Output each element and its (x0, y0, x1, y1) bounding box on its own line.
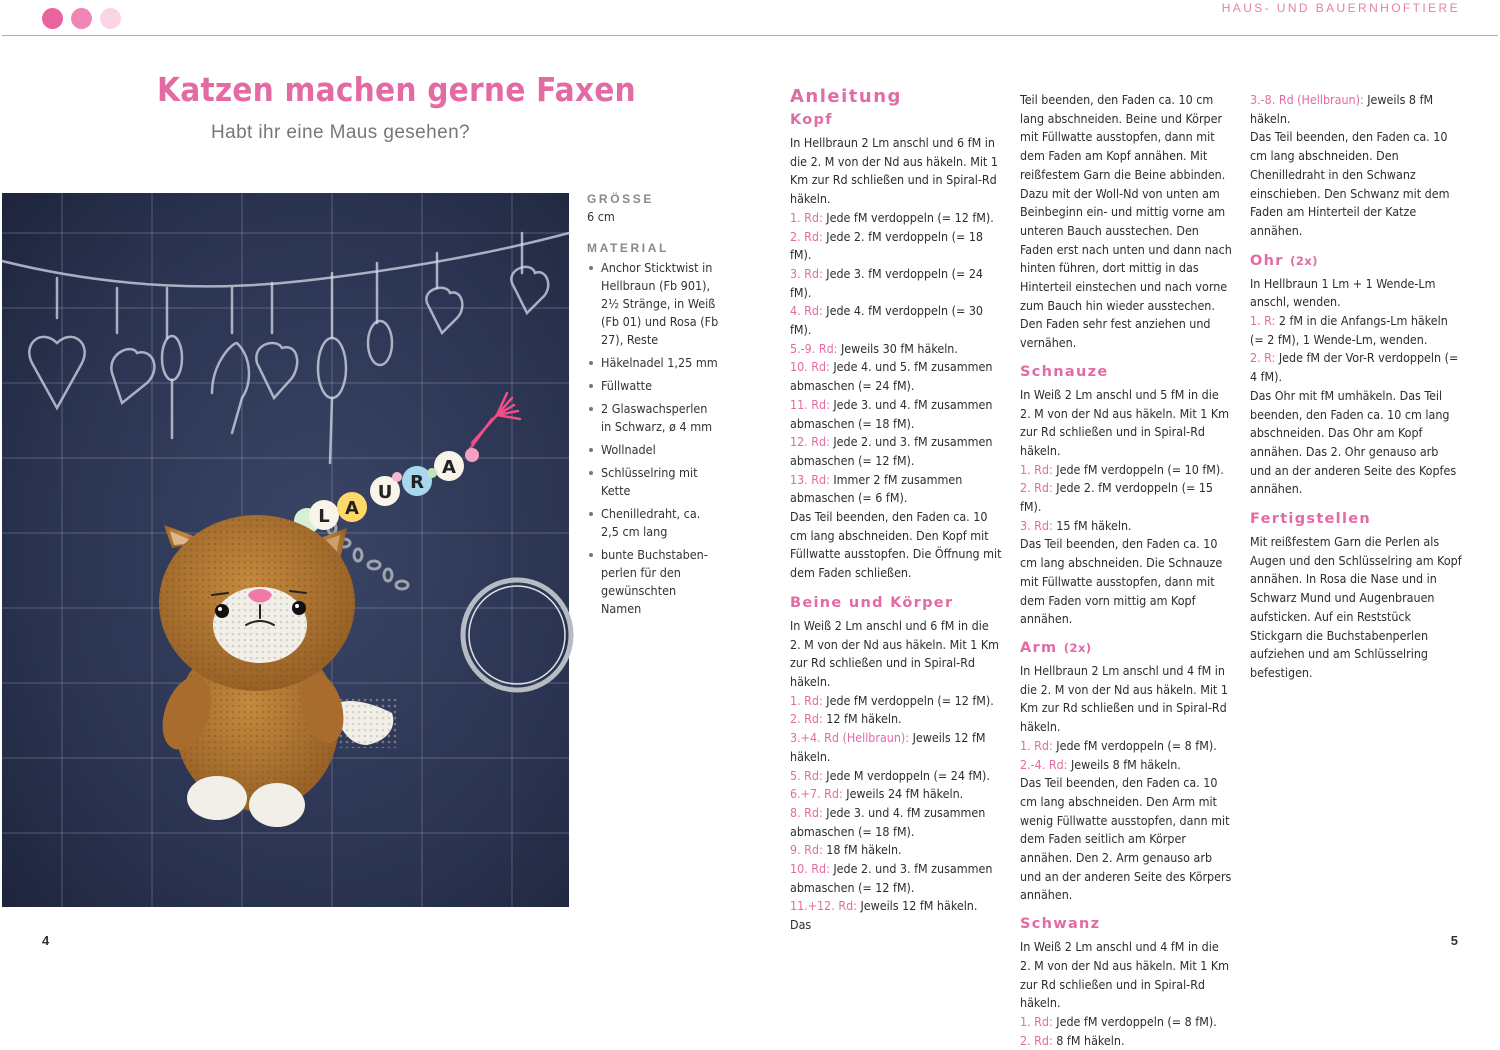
kopf-row-1: 1. Rd: Jede fM verdoppeln (= 12 fM). (790, 209, 994, 225)
dot-2 (71, 8, 92, 29)
svg-text:U: U (377, 482, 393, 503)
kopf-row-3: 3. Rd: Jede 3. fM verdoppeln (= 24 fM). (790, 265, 984, 300)
material-item: Schlüsselring mit Kette (587, 464, 719, 500)
schwanz-row-1: 1. Rd: Jede fM verdoppeln (= 8 fM). (1020, 1013, 1217, 1029)
bein-row-3: 3.+4. Rd (Hellbraun): Jeweils 12 fM häkeln. (790, 730, 986, 764)
size-label: GRÖSSE (587, 192, 654, 206)
bein-row-2: 2. Rd: 12 fM häkeln. (790, 711, 902, 727)
schwanz-intro: In Weiß 2 Lm anschl und 4 fM in die 2. M von der Nd aus häkeln. Mit 1 Km zur Rd schließen und in Spiral-Rd häkeln. (1020, 939, 1230, 1011)
instructions-column-1 (790, 84, 1002, 935)
ohr-row-2: 2. R: Jede fM der Vor-R verdoppeln (= 4 fM). (1250, 350, 1459, 385)
material-item: Wollnadel (587, 441, 719, 459)
bein-row-7: 9. Rd: 18 fM häkeln. (790, 842, 902, 858)
bein-row-1: 1. Rd: Jede fM verdoppeln (= 12 fM). (790, 692, 994, 708)
bein-outro: Das (790, 917, 812, 933)
section-heading-kopf: Kopf (790, 112, 833, 128)
kopf-outro: Das Teil beenden, den Faden ca. 10 cm lang abschneiden. Den Kopf mit Füllwatte ausstopfen. Die Öffnung mit dem Faden schließen. (790, 509, 1002, 581)
material-item: Chenilledraht, ca. 2,5 cm lang (587, 505, 719, 541)
kopf-intro: In Hellbraun 2 Lm anschl und 6 fM in die 2. M von der Nd aus häkeln. Mit 1 Km zur Rd schließen und in Spiral-Rd häkeln. (790, 135, 998, 207)
fertigstellen-text: Mit reißfestem Garn die Perlen als Augen und den Schlüsselring am Kopf annähen. In Rosa die Nase und in Schwarz Mund und Augenbrauen aufsticken. Auf ein Reststück Stickgarn die Buchstabenperlen aufziehen und am Schlüsselring befestigen. (1250, 534, 1462, 680)
ohr-row-1: 1. R: 2 fM in die Anfangs-Lm häkeln (= 2 fM), 1 Wende-Lm, wenden. (1250, 313, 1448, 347)
schnauze-row-1: 1. Rd: Jede fM verdoppeln (= 10 fM). (1020, 461, 1224, 477)
instructions-column-3 (1250, 91, 1462, 683)
schnauze-row-2: 2. Rd: Jede 2. fM verdoppeln (= 15 fM). (1020, 480, 1214, 515)
size-value: 6 cm (587, 209, 615, 224)
kopf-row-2: 2. Rd: Jede 2. fM verdoppeln (= 18 fM). (790, 228, 984, 263)
schwanz-row-2: 2. Rd: 8 fM häkeln. (1020, 1032, 1125, 1048)
svg-text:A: A (345, 498, 359, 519)
bein-intro: In Weiß 2 Lm anschl und 6 fM in die 2. M von der Nd aus häkeln. Mit 1 Km zur Rd schließen und in Spiral-Rd häkeln. (790, 617, 1000, 689)
section-heading-ohr: Ohr (2x) (1250, 252, 1318, 269)
section-heading-schwanz: Schwanz (1020, 916, 1101, 933)
kopf-row-7: 11. Rd: Jede 3. und 4. fM zusammen abmaschen (= 18 fM). (790, 396, 993, 431)
bein-row-9: 11.+12. Rd: Jeweils 12 fM häkeln. (790, 898, 978, 914)
bein-row-4: 5. Rd: Jede M verdoppeln (= 24 fM). (790, 767, 990, 783)
material-item: bunte Buchstaben-perlen für den gewünschten Namen (587, 546, 719, 618)
page-number-left: 4 (42, 933, 50, 948)
instructions-heading: Anleitung (790, 86, 902, 107)
schwanz-outro: Das Teil beenden, den Faden ca. 10 cm lang abschneiden. Den Chenilledraht in den Schwanz einschieben. Den Schwanz mit dem Faden am Hinterteil der Katze annähen. (1250, 129, 1450, 238)
arm-intro: In Hellbraun 2 Lm anschl und 4 fM in die 2. M von der Nd aus häkeln. Mit 1 Km zur Rd schließen und in Spiral-Rd häkeln. (1020, 662, 1228, 735)
bein-outro-continued: Teil beenden, den Faden ca. 10 cm lang abschneiden. Beine und Körper mit Füllwatte ausstopfen, dann mit dem Faden am Kopf annähen. Mit reißfestem Garn die Beine abbinden. Dazu mit der Woll-Nd von unten am Beinbeginn ein- und mittig vorne am unteren Bauch ausstechen. Den Faden erst nach unten und dann nach hinten führen, dort mittig in das Hinterteil einstechen und nach vorne zum Bauch hin wieder ausstechen. Den Faden sehr fest anziehen und vernähen. (1020, 92, 1232, 351)
arm-row-1: 1. Rd: Jede fM verdoppeln (= 8 fM). (1020, 737, 1217, 753)
section-heading-fertigstellen: Fertigstellen (1250, 511, 1371, 528)
section-heading-schnauze: Schnauze (1020, 363, 1109, 380)
material-item: Anchor Sticktwist in Hellbraun (Fb 901), 2½ Stränge, in Weiß (Fb 01) und Rosa (Fb 27), Reste (587, 259, 719, 349)
material-label: MATERIAL (587, 241, 669, 255)
material-item: Häkelnadel 1,25 mm (587, 354, 719, 372)
schnauze-row-3: 3. Rd: 15 fM häkeln. (1020, 517, 1132, 533)
kopf-row-9: 13. Rd: Immer 2 fM zusammen abmaschen (= 6 fM). (790, 471, 963, 506)
dot-1 (42, 8, 63, 29)
kopf-row-8: 12. Rd: Jede 2. und 3. fM zusammen abmaschen (= 12 fM). (790, 434, 993, 468)
cat-keychain-photo (2, 193, 569, 907)
schnauze-intro: In Weiß 2 Lm anschl und 5 fM in die 2. M von der Nd aus häkeln. Mit 1 Km zur Rd schließen und in Spiral-Rd häkeln. (1020, 386, 1230, 458)
svg-text:R: R (410, 472, 424, 493)
dot-3 (100, 8, 121, 29)
svg-text:A: A (442, 457, 456, 478)
page-title: Katzen machen gerne Faxen (157, 70, 636, 109)
material-item: 2 Glaswachsperlen in Schwarz, ø 4 mm (587, 400, 719, 436)
section-heading-beine-koerper: Beine und Körper (790, 594, 954, 611)
material-item: Füllwatte (587, 377, 719, 395)
section-label: HAUS- UND BAUERNHOFTIERE (1221, 1, 1460, 15)
arm-row-2: 2.-4. Rd: Jeweils 8 fM häkeln. (1020, 756, 1181, 772)
header-divider (2, 35, 1498, 36)
bein-row-5: 6.+7. Rd: Jeweils 24 fM häkeln. (790, 786, 964, 802)
schnauze-outro: Das Teil beenden, den Faden ca. 10 cm lang abschneiden. Die Schnauze mit Füllwatte ausstopfen, dann mit dem Faden vorn mittig am Kopf annähen. (1020, 536, 1223, 627)
kopf-row-5: 5.-9. Rd: Jeweils 30 fM häkeln. (790, 340, 958, 356)
svg-text:L: L (318, 506, 330, 527)
ohr-outro: Das Ohr mit fM umhäkeln. Das Teil beenden, den Faden ca. 10 cm lang abschneiden. Das Ohr am Kopf annähen. Das 2. Ohr genauso arb und an der anderen Seite des Kopfes annähen. (1250, 387, 1457, 497)
schwanz-row-3: 3.-8. Rd (Hellbraun): Jeweils 8 fM häkeln. (1250, 92, 1434, 126)
material-info (587, 190, 719, 623)
decorative-dots (42, 8, 121, 29)
page-number-right: 5 (1450, 933, 1458, 948)
section-heading-arm: Arm (2x) (1020, 639, 1092, 656)
ohr-intro: In Hellbraun 1 Lm + 1 Wende-Lm anschl, wenden. (1250, 275, 1436, 310)
kopf-row-6: 10. Rd: Jede 4. und 5. fM zusammen abmaschen (= 24 fM). (790, 359, 993, 394)
bein-row-8: 10. Rd: Jede 2. und 3. fM zusammen abmaschen (= 12 fM). (790, 861, 993, 895)
page-subtitle: Habt ihr eine Maus gesehen? (211, 122, 471, 143)
bein-row-6: 8. Rd: Jede 3. und 4. fM zusammen abmaschen (= 18 fM). (790, 804, 986, 839)
kopf-row-4: 4. Rd: Jede 4. fM verdoppeln (= 30 fM). (790, 303, 984, 338)
instructions-column-2 (1020, 91, 1232, 1050)
material-list (587, 259, 719, 618)
arm-outro: Das Teil beenden, den Faden ca. 10 cm lang abschneiden. Den Arm mit wenig Füllwatte ausstopfen, dann mit dem Faden seitlich am Körper annähen. Den 2. Arm genauso arb und an der anderen Seite des Körpers annähen. (1020, 775, 1232, 903)
